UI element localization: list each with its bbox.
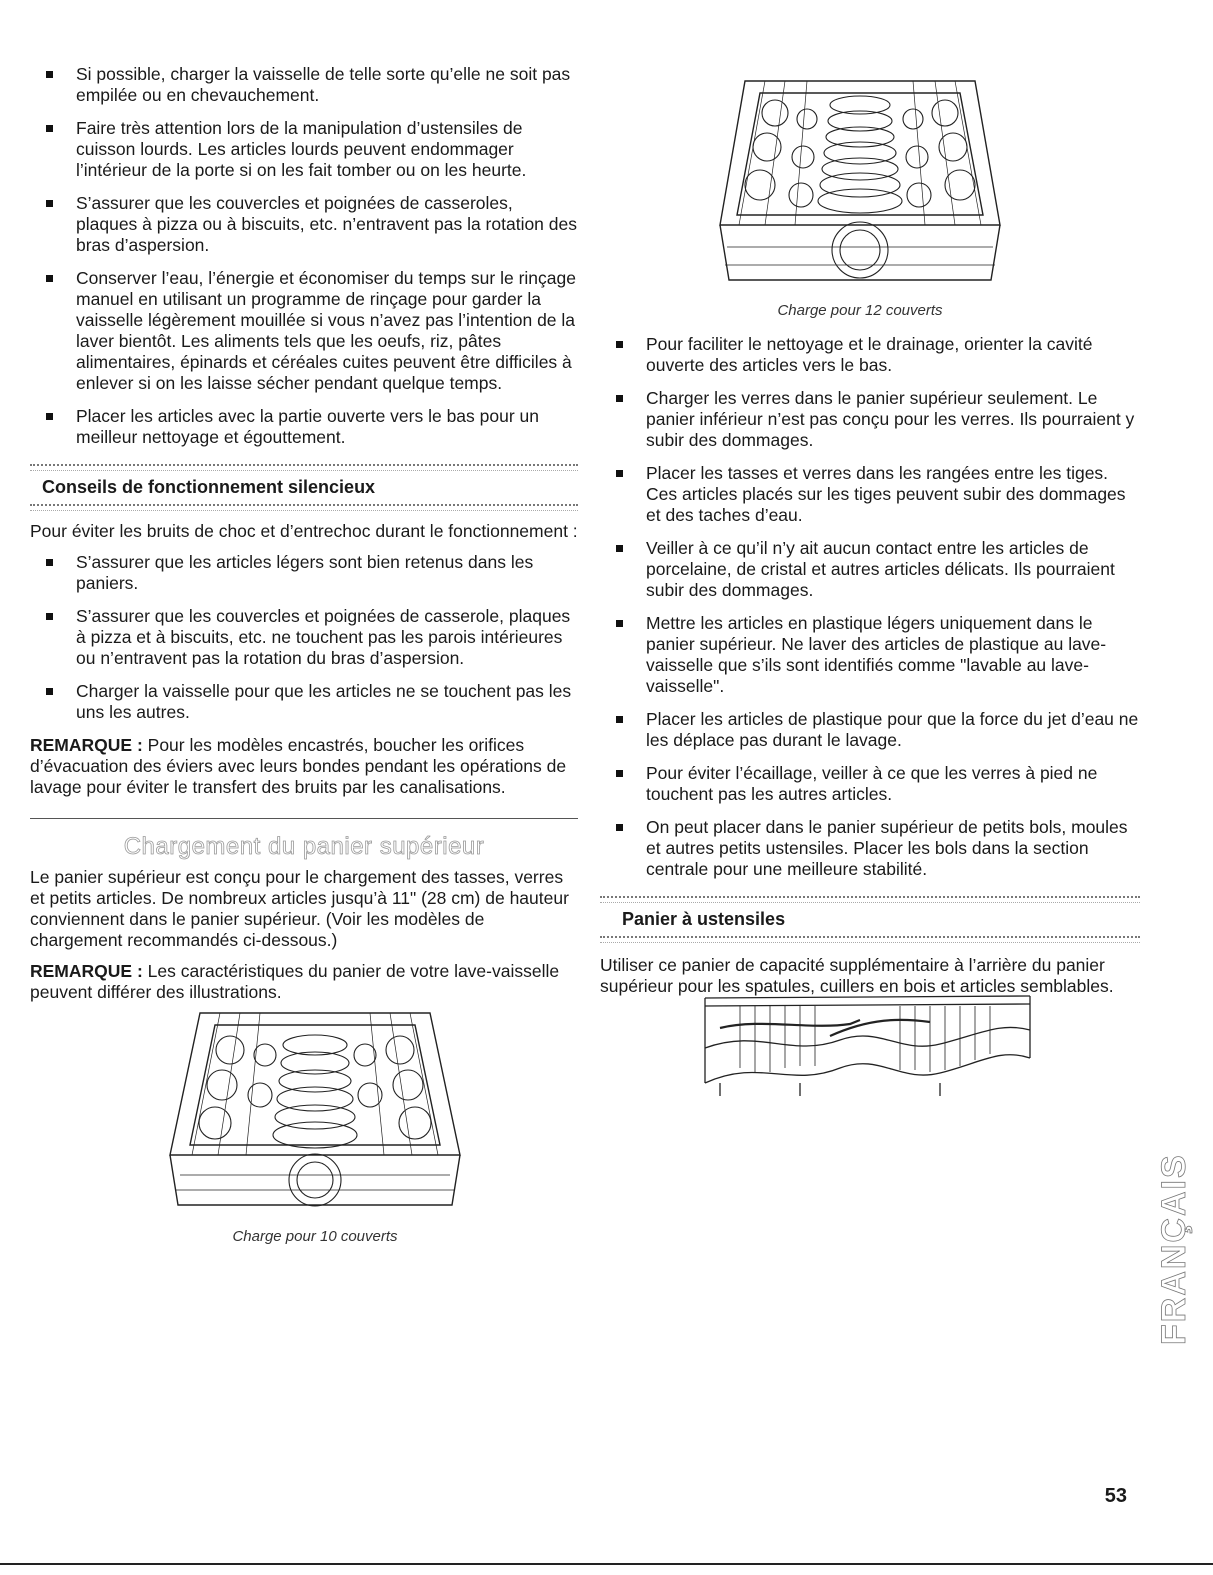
- utensil-basket-text: Utiliser ce panier de capacité supplémentaire à l’arrière du panier supérieur pour les spatules, cuillers en bois et articles semblables.: [600, 955, 1114, 996]
- divider: [600, 936, 1140, 943]
- upper-rack-10-settings-illustration: [160, 1005, 470, 1215]
- side-tab-label: FRANÇAIS: [1155, 1153, 1193, 1345]
- list-item: S’assurer que les couvercles et poignées de casseroles, plaques à pizza ou à biscuits, etc. n’entravent pas la rotation des bras d’aspersion.: [30, 193, 578, 256]
- list-item: Placer les tasses et verres dans les rangées entre les tiges. Ces articles placés sur les tiges peuvent subir des dommages et des taches d’eau.: [600, 463, 1140, 526]
- section-rule: [30, 818, 578, 819]
- quiet-operation-heading: Conseils de fonctionnement silencieux: [42, 477, 376, 497]
- language-side-tab: [1150, 1080, 1200, 1350]
- quiet-note: [30, 735, 578, 798]
- footer-rule: [0, 1563, 1213, 1565]
- divider: [30, 504, 578, 511]
- left-column: [30, 0, 578, 1013]
- list-item: Mettre les articles en plastique légers uniquement dans le panier supérieur. Ne laver des articles de plastique au lave-vaisselle que s’ils sont identifiés comme "lavable au lave-vaisselle".: [600, 613, 1140, 697]
- upper-rack-intro: Le panier supérieur est conçu pour le chargement des tasses, verres et petits articles. De nombreux articles jusqu’à 11" (28 cm) de hauteur conviennent dans le panier supérieur. (Voir les modèles de chargement recommandés ci-dessous.): [30, 867, 569, 950]
- page-number: 53: [1104, 1485, 1127, 1507]
- note-text: Pour les modèles encastrés, boucher les orifices d’évacuation des éviers avec leurs bondes pendant les opérations de lavage pour éviter le transfert des bruits par les canalisations.: [30, 735, 567, 797]
- list-item: S’assurer que les couvercles et poignées de casserole, plaques à pizza et à biscuits, etc. ne touchent pas les parois intérieures ou n’entravent pas la rotation du bras d’aspersion.: [30, 606, 578, 669]
- list-item: Charger la vaisselle pour que les articles ne se touchent pas les uns les autres.: [30, 681, 578, 723]
- list-item: S’assurer que les articles légers sont bien retenus dans les paniers.: [30, 552, 578, 594]
- list-item: Conserver l’eau, l’énergie et économiser du temps sur le rinçage manuel en utilisant un programme de rinçage pour garder la vaisselle légèrement mouillée si vous n’avez pas l’intention de la laver bientôt. Les aliments tels que les oeufs, riz, pâtes alimentaires, épinards et céréales cuites peuvent être difficiles à enlever si on les laisse sécher pendant quelque temps.: [30, 268, 578, 394]
- quiet-tips-list: [30, 552, 578, 723]
- list-item: Placer les articles de plastique pour que la force du jet d’eau ne les déplace pas durant le lavage.: [600, 709, 1140, 751]
- list-item: Placer les articles avec la partie ouverte vers le bas pour un meilleur nettoyage et égouttement.: [30, 406, 578, 448]
- loading-tips-list: [30, 64, 578, 448]
- figure-caption: Charge pour 10 couverts: [232, 1228, 398, 1245]
- list-item: Charger les verres dans le panier supérieur seulement. Le panier inférieur n’est pas conçu pour les verres. Ils pourraient y subir des dommages.: [600, 388, 1140, 451]
- figure-caption: Charge pour 12 couverts: [777, 302, 943, 319]
- upper-rack-12-settings-illustration: [715, 75, 1005, 290]
- utensil-basket-illustration: [700, 988, 1040, 1098]
- list-item: Pour faciliter le nettoyage et le drainage, orienter la cavité ouverte des articles vers le bas.: [600, 334, 1140, 376]
- divider: [600, 896, 1140, 903]
- note-text: Les caractéristiques du panier de votre lave-vaisselle peuvent différer des illustrations.: [30, 961, 560, 1002]
- note-label: REMARQUE :: [30, 735, 143, 755]
- upper-rack-tips-list: [600, 334, 1140, 880]
- list-item: On peut placer dans le panier supérieur de petits bols, moules et autres petits ustensiles. Placer les bols dans la section centrale pour une meilleure stabilité.: [600, 817, 1140, 880]
- list-item: Si possible, charger la vaisselle de telle sorte qu’elle ne soit pas empilée ou en chevauchement.: [30, 64, 578, 106]
- upper-rack-note: [30, 961, 578, 1003]
- note-label: REMARQUE :: [30, 961, 143, 981]
- utensil-basket-heading: Panier à ustensiles: [622, 909, 786, 929]
- list-item: Faire très attention lors de la manipulation d’ustensiles de cuisson lourds. Les articles lourds peuvent endommager l’intérieur de la porte si on les fait tomber ou on les heurte.: [30, 118, 578, 181]
- list-item: Pour éviter l’écaillage, veiller à ce que les verres à pied ne touchent pas les autres articles.: [600, 763, 1140, 805]
- quiet-intro: Pour éviter les bruits de choc et d’entrechoc durant le fonctionnement :: [30, 521, 578, 541]
- list-item: Veiller à ce qu’il n’y ait aucun contact entre les articles de porcelaine, de cristal et autres articles délicats. Ils pourraient subir des dommages.: [600, 538, 1140, 601]
- upper-rack-section-title: Chargement du panier supérieur: [123, 833, 485, 860]
- divider: [30, 464, 578, 471]
